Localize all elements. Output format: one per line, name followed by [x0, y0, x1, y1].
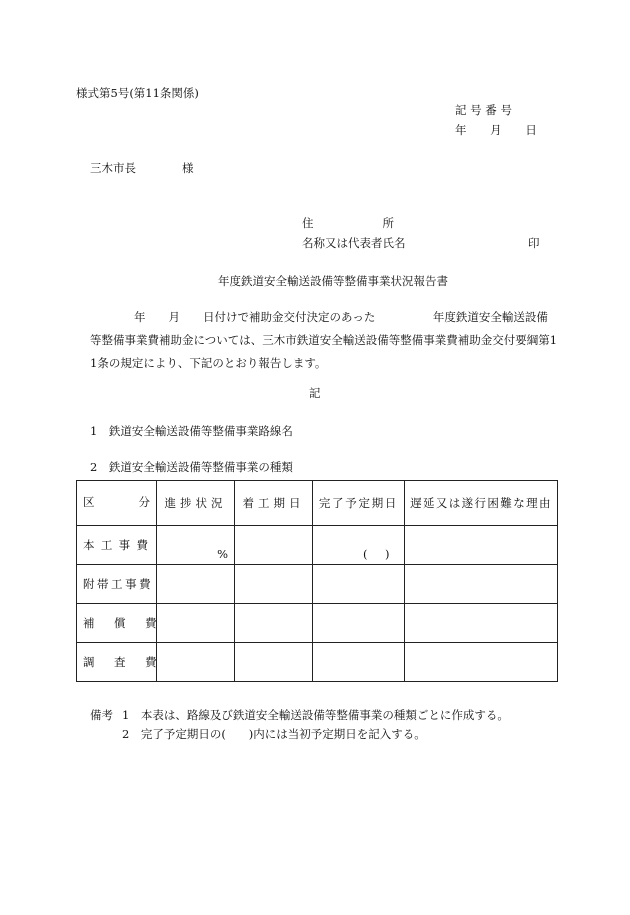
reason-cell[interactable] — [405, 604, 558, 643]
note-2: 2 完了予定期日の( )内には当初予定期日を記入する。 — [122, 727, 426, 741]
header-progress: 進捗状況 — [157, 481, 235, 526]
reason-cell[interactable] — [405, 643, 558, 682]
start-cell[interactable] — [235, 565, 313, 604]
table-row — [77, 604, 558, 643]
date-line — [455, 125, 537, 137]
body-line-3: 1条の規定により、下記のとおり報告します。 — [90, 356, 327, 370]
start-cell[interactable] — [235, 604, 313, 643]
percent-mark: % — [217, 547, 228, 561]
progress-cell[interactable] — [157, 565, 235, 604]
paren-mark: ( ) — [363, 547, 397, 561]
completion-cell[interactable] — [313, 643, 405, 682]
document-title: 年度鉄道安全輸送設備等整備事業状況報告書 — [218, 274, 448, 288]
item-2: 2 鉄道安全輸送設備等整備事業の種類 — [90, 460, 293, 474]
table-row — [77, 643, 558, 682]
table-row — [77, 565, 558, 604]
date-year: 年 — [455, 123, 467, 137]
body-paragraph — [90, 306, 558, 375]
name-label: 名称又は代表者氏名 — [302, 236, 406, 250]
notes-label: 備考 — [90, 708, 113, 722]
progress-cell[interactable] — [157, 526, 235, 565]
reason-cell[interactable] — [405, 565, 558, 604]
seal-mark: 印 — [528, 236, 540, 250]
addressee-honorific: 様 — [182, 161, 194, 175]
record-number: 記 号 番 号 — [455, 103, 512, 117]
header-reason: 遅延又は遂行困難な理由 — [405, 481, 558, 526]
progress-cell[interactable] — [157, 604, 235, 643]
date-month: 月 — [490, 123, 502, 137]
project-table — [76, 480, 558, 682]
row-label: 附帯工事費 — [77, 565, 157, 604]
completion-cell[interactable] — [313, 526, 405, 565]
addressee-name: 三木市長 — [90, 161, 136, 175]
ki-heading: 記 — [309, 386, 321, 400]
row-label: 本工事費 — [77, 526, 157, 565]
row-label: 調査費 — [77, 643, 157, 682]
start-cell[interactable] — [235, 643, 313, 682]
address-label: 住 所 — [302, 216, 394, 230]
header-completion: 完了予定期日 — [313, 481, 405, 526]
body-line-2: 等整備事業費補助金については、三木市鉄道安全輸送設備等整備事業費補助金交付要綱第1 — [90, 333, 558, 347]
progress-cell[interactable] — [157, 643, 235, 682]
table-row — [77, 526, 558, 565]
note-1: 1 本表は、路線及び鉄道安全輸送設備等整備事業の種類ごとに作成する。 — [122, 708, 509, 722]
row-label: 補償費 — [77, 604, 157, 643]
start-cell[interactable] — [235, 526, 313, 565]
table-header-row — [77, 481, 558, 526]
completion-cell[interactable] — [313, 565, 405, 604]
header-start: 着工期日 — [235, 481, 313, 526]
item-1: 1 鉄道安全輸送設備等整備事業路線名 — [90, 424, 293, 438]
body-line-1: 年 月 日付けで補助金交付決定のあった 年度鉄道安全輸送設備 — [134, 310, 548, 324]
completion-cell[interactable] — [313, 604, 405, 643]
header-category: 区 分 — [77, 481, 157, 526]
date-day: 日 — [525, 123, 537, 137]
reason-cell[interactable] — [405, 526, 558, 565]
form-label: 様式第5号(第11条関係) — [76, 86, 199, 100]
